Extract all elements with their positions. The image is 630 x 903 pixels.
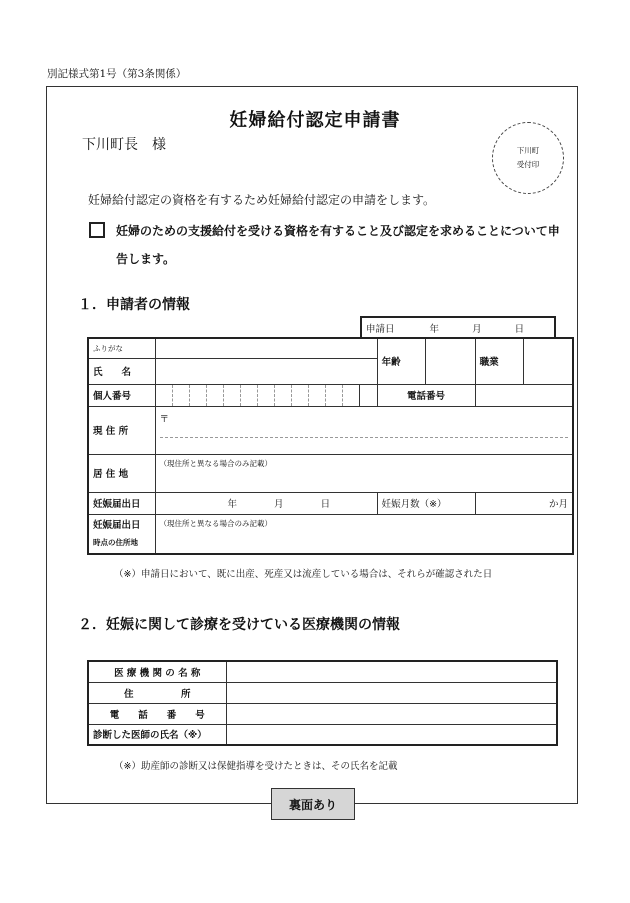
age-label: 年齢 [377,338,425,384]
digit-box[interactable] [206,384,223,406]
address-divider [160,437,569,438]
application-date-table [360,316,556,339]
year-unit: 年 [429,323,440,335]
facility-name-label: 医 療 機 関 の 名 称 [88,661,226,682]
intro-text: 妊婦給付認定の資格を有するため妊婦給付認定の申請をします。 [88,193,436,207]
personal-number-label: 個人番号 [88,384,155,406]
pregnancy-report-date-field[interactable] [155,492,377,514]
addressee: 下川町長 様 [82,137,166,153]
digit-box[interactable] [257,384,274,406]
doctor-name-field[interactable] [226,724,557,745]
address-label: 現 住 所 [88,406,155,454]
name-field[interactable] [155,358,377,384]
section2-footnote: （※）助産師の診断又は保健指導を受けたときは、その氏名を記載 [114,761,398,772]
reverse-side-tab: 裏面あり [271,788,355,820]
digit-box[interactable] [342,384,359,406]
pregnancy-report-date-label: 妊娠届出日 [88,492,155,514]
digit-box[interactable] [172,384,189,406]
digit-box[interactable] [223,384,240,406]
section2-title: ２．妊娠に関して診療を受けている医療機関の情報 [78,617,400,633]
occupation-field[interactable] [523,338,573,384]
report-day-unit: 日 [320,499,331,510]
facility-name-field[interactable] [226,661,557,682]
digit-box[interactable] [274,384,291,406]
facility-phone-field[interactable] [226,703,557,724]
section1-footnote: （※）申請日において、既に出産、死産又は流産している場合は、それらが確認された日 [114,569,493,580]
digit-box[interactable] [325,384,342,406]
residence-field[interactable]: （現住所と異なる場合のみ記載） [155,454,573,492]
facility-address-field[interactable] [226,682,557,703]
doctor-name-label: 診断した医師の氏名（※） [88,724,226,745]
stamp-label: 受付印 [516,160,540,169]
postal-mark: 〒 [159,413,170,425]
medical-table [87,660,558,746]
pregnancy-months-label: 妊娠月数（※） [377,492,475,514]
form-title: 妊婦給付認定申請書 [229,110,401,131]
digit-box[interactable] [291,384,308,406]
furigana-field[interactable] [155,338,377,358]
facility-address-label: 住 所 [88,682,226,703]
age-field[interactable] [425,338,475,384]
pregnancy-months-field[interactable] [475,492,573,514]
reception-stamp [492,122,564,194]
digit-box[interactable] [308,384,325,406]
phone-field[interactable] [475,384,573,406]
form-reference: 別記様式第1号（第3条関係） [47,68,187,80]
address-field[interactable] [155,406,573,454]
applicant-table [87,337,574,555]
month-unit: 月 [472,323,482,335]
spacer-cell [359,384,377,406]
phone-label: 電話番号 [377,384,475,406]
digit-box[interactable] [189,384,206,406]
occupation-label: 職業 [475,338,523,384]
name-label: 氏 名 [88,358,155,384]
report-year-unit: 年 [227,499,238,510]
facility-phone-label: 電 話 番 号 [88,703,226,724]
address-at-report-label [88,514,155,554]
day-unit: 日 [514,323,525,335]
address-at-report-line1: 妊娠届出日 [93,519,141,531]
residence-label: 居 住 地 [88,454,155,492]
address-at-report-field[interactable]: （現住所と異なる場合のみ記載） [155,514,573,554]
digit-box[interactable] [155,384,172,406]
declaration-text: 妊婦のための支援給付を受ける資格を有すること及び認定を求めることについて申告します。 [116,224,560,266]
stamp-town: 下川町 [516,146,540,155]
declaration-checkbox[interactable] [89,222,105,238]
furigana-label: ふりがな [88,338,155,358]
months-unit: か月 [549,499,569,510]
report-month-unit: 月 [274,499,284,510]
digit-box[interactable] [240,384,257,406]
section1-title: １．申請者の情報 [78,297,190,313]
address-at-report-line2: 時点の住所地 [93,537,138,547]
application-date-label: 申請日 [366,323,395,335]
